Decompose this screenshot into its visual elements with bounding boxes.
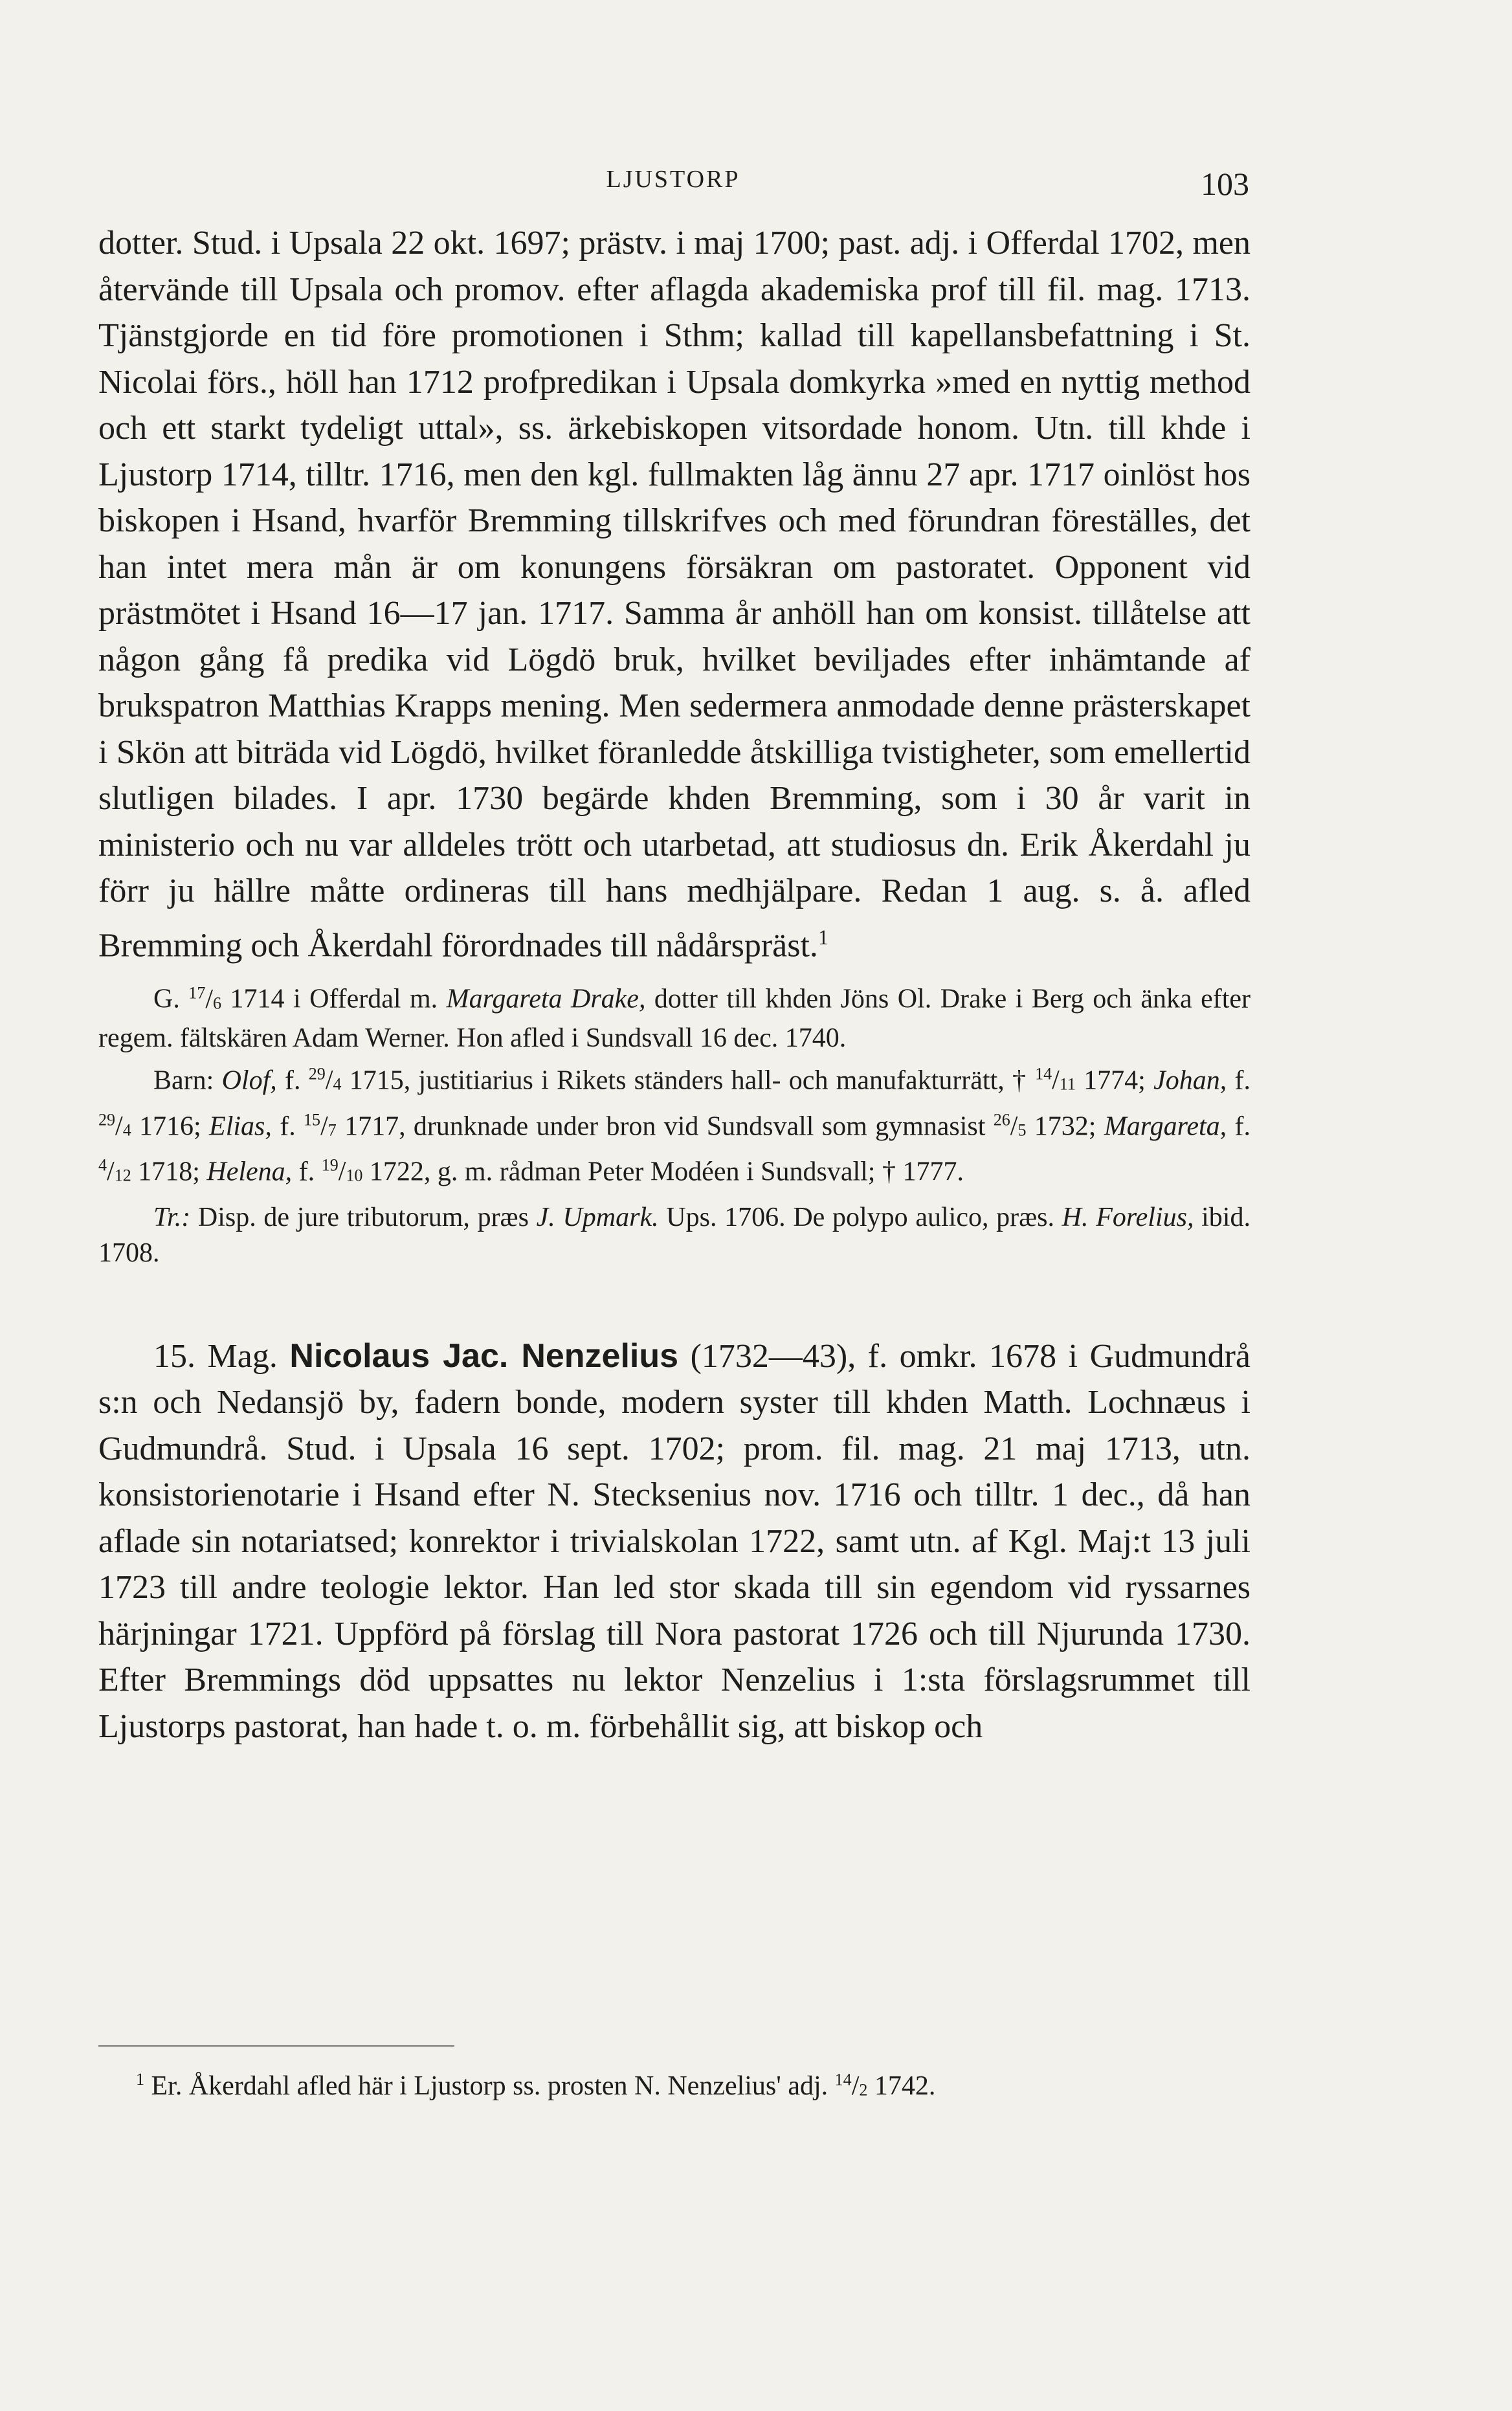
biography-text: dotter. Stud. i Upsala 22 okt. 1697; prästv. i maj 1700; past. adj. i Offerdal 1702, men återvände till Upsala och promov. efter aflagda akademiska prof till fil. mag. 1713. Tjänstgjorde en tid före promotionen i Sthm; kallad till kapellansbefattning i St. Nicolai förs., höll han 1712 profpredikan i Upsala domkyrka »med en nyttig method och ett starkt tydeligt uttal», ss. ärkebiskopen vitsordade honom. Utn. till khde i Ljustorp 1714, tilltr. 1716, men den kgl. fullmakten låg ännu 27 apr. 1717 oinlöst hos biskopen i Hsand, hvarför Bremming tillskrifves och med förundran föreställes, det han intet mera mån är om konungens försäkran om pastoratet. Opponent vid prästmötet i Hsand 16—17 jan. 1717. Samma år anhöll han om konsist. tillåtelse att någon gång få predika vid Lögdö bruk, hvilket beviljades efter inhämtande af brukspatron Matthias Krapps mening. Men sedermera anmodade denne prästerskapet i Skön att biträda vid Lögdö, hvilket föranledde åtskilliga tvistigheter, som emellertid slutligen bilades. I apr. 1730 begärde khden Bremming, som i 30 år varit in ministerio och nu var alldeles trött och utarbetad, att studiosus dn. Erik Åkerdahl ju förr ju hällre måtte ordineras till hans medhjälpare. Redan 1 aug. s. å. afled Bremming och Åkerdahl förordnades till nådårspräst. <box>98 225 1251 964</box>
works-paragraph: Tr.: Disp. de jure tributorum, præs J. Upmark. Ups. 1706. De polypo aulico, præs. H. Forelius, ibid. 1708. <box>98 1202 1251 1268</box>
page-number: 103 <box>1201 166 1249 202</box>
footnote: $^1$ Er. Åkerdahl afled här i Ljustorp ss. prosten N. Nenzelius' adj. $^{14}/_2$ 1742. <box>136 2070 936 2101</box>
entry-text: (1732—43), f. omkr. 1678 i Gudmundrå s:n och Nedansjö by, fadern bonde, modern syster till khden Matth. Lochnæus i Gudmundrå. Stud. i Upsala 16 sept. 1702; prom. fil. mag. 21 maj 1713, utn. konsistorienotarie i Hsand efter N. Stecksenius nov. 1716 och tilltr. 1 dec., då han aflade sin notariatsed; konrektor i trivialskolan 1722, samt utn. af Kgl. Maj:t 13 juli 1723 till andre teologie lektor. Han led stor skada till sin egendom vid ryssarnes härjningar 1721. Uppförd på förslag till Nora pastorat 1726 och till Njurunda 1730. Efter Bremmings död uppsattes nu lektor Nenzelius i 1:sta förslagsrummet till Ljustorps pastorat, han hade t. o. m. förbehållit sig, att biskop och <box>98 1337 1251 1745</box>
presider-name: J. Upmark. <box>536 1202 659 1232</box>
marriage-date: $^{17}/_6$ <box>188 983 222 1014</box>
child-date: $^{15}/_7$ <box>304 1110 337 1141</box>
child-name: Olof, <box>221 1065 277 1096</box>
footnote-reference: 1 <box>817 925 829 949</box>
marriage-paragraph: G. $^{17}/_6$ 1714 i Offerdal m. Margareta Drake, dotter till khden Jöns Ol. Drake i Berg och änka efter regem. fältskären Adam Werner. Hon afled i Sundsvall 16 dec. 1740. <box>98 983 1251 1053</box>
page-header <box>97 165 1249 204</box>
footnote-mark: 1 <box>136 2070 145 2089</box>
running-head: LJUSTORP <box>606 166 740 193</box>
biography-paragraph <box>98 220 1251 968</box>
child-date: $^{19}/_{10}$ <box>321 1156 363 1187</box>
marriage-prefix: G. <box>153 984 189 1014</box>
child-name: Johan, <box>1153 1065 1227 1096</box>
child-name: Helena, <box>206 1157 293 1187</box>
footnote-date: $^{14}/_2$ <box>834 2070 868 2101</box>
children-paragraph: Barn: Olof, f. $^{29}/_4$ 1715, justitiarius i Rikets ständers hall- och manufakturrätt, † $^{14}/_{11}$ 1774; Johan, f. $^{29}/_4$ 1716; Elias, f. $^{15}/_7$ 1717, drunknade under bron vid Sundsvall som gymnasist $^{26}/_5$ 1732; Margareta, f. $^4/_{12}$ 1718; Helena, f. $^{19}/_{10}$ 1722, g. m. rådman Peter Modéen i Sundsvall; † 1777. <box>98 1064 1251 1187</box>
presider-name: H. Forelius, <box>1062 1202 1194 1232</box>
child-date: $^4/_{12}$ <box>98 1156 131 1187</box>
entry-number: 15. Mag. <box>153 1337 290 1375</box>
child-name: Elias, <box>209 1111 272 1141</box>
footnote-divider <box>98 2045 454 2047</box>
child-name: Margareta, <box>1104 1111 1227 1141</box>
children-label: Barn: <box>153 1065 222 1096</box>
wife-name: Margareta Drake, <box>446 984 646 1014</box>
child-date: $^{29}/_4$ <box>308 1064 342 1096</box>
works-label: Tr.: <box>153 1202 191 1232</box>
child-date: $^{26}/_5$ <box>993 1110 1027 1141</box>
child-date: $^{14}/_{11}$ <box>1035 1064 1076 1096</box>
page-body <box>98 220 1251 1750</box>
child-date: $^{29}/_4$ <box>98 1110 131 1141</box>
entry-name: Nicolaus Jac. Nenzelius <box>289 1337 679 1375</box>
entry-15-paragraph <box>98 1333 1251 1750</box>
